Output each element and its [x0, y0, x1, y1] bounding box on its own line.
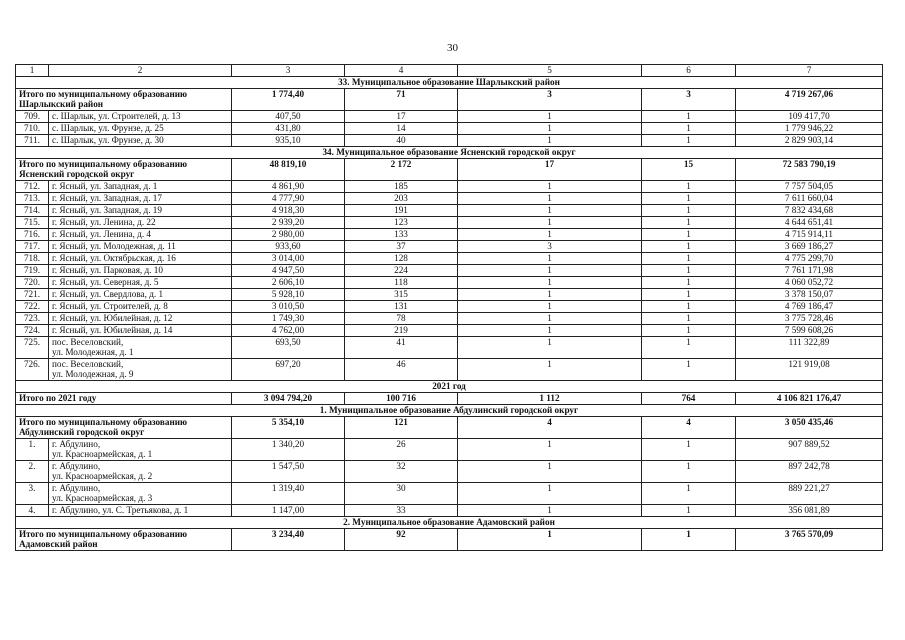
address-line: ул. Молодежная, д. 9	[52, 369, 134, 379]
address-cell	[49, 461, 232, 483]
column-number: 4	[345, 65, 458, 77]
amount-cell: 889 221,27	[736, 483, 883, 505]
area-cell: 1 319,40	[232, 483, 345, 505]
table-row	[16, 505, 883, 517]
total-count: 764	[642, 393, 736, 405]
area-cell: 5 928,10	[232, 289, 345, 301]
buildings-cell: 1	[458, 359, 642, 381]
column-number: 3	[232, 65, 345, 77]
address-line: г. Ясный, ул. Ленина, д. 4	[52, 229, 152, 239]
table-row	[16, 313, 883, 325]
amount-cell: 3 669 186,27	[736, 241, 883, 253]
address-cell	[49, 135, 232, 147]
buildings-cell: 1	[458, 325, 642, 337]
row-number: 1.	[16, 439, 49, 461]
table-row	[16, 193, 883, 205]
address-line: с. Шарлык, ул. Строителей, д. 13	[52, 111, 181, 121]
address-line: г. Ясный, ул. Юбилейная, д. 14	[52, 325, 173, 335]
column-number: 7	[736, 65, 883, 77]
count-cell: 1	[642, 461, 736, 483]
total-row	[16, 159, 883, 181]
row-number: 710.	[16, 123, 49, 135]
total-area: 3 094 794,20	[232, 393, 345, 405]
count-cell: 1	[642, 289, 736, 301]
table-row	[16, 181, 883, 193]
total-count: 3	[642, 89, 736, 111]
address-line: г. Ясный, ул. Октябрьская, д. 16	[52, 253, 176, 263]
section-title: 2021 год	[16, 381, 883, 393]
address-line: ул. Красноармейская, д. 2	[52, 471, 153, 481]
residents-cell: 37	[345, 241, 458, 253]
total-area: 48 819,10	[232, 159, 345, 181]
area-cell: 2 980,00	[232, 229, 345, 241]
address-line: пос. Веселовский,	[52, 337, 124, 347]
total-residents: 100 716	[345, 393, 458, 405]
address-cell	[49, 359, 232, 381]
amount-cell: 4 715 914,11	[736, 229, 883, 241]
address-cell	[49, 483, 232, 505]
buildings-cell: 1	[458, 301, 642, 313]
address-line: г. Ясный, ул. Северная, д. 5	[52, 277, 159, 287]
amount-cell: 7 757 504,05	[736, 181, 883, 193]
amount-cell: 907 889,52	[736, 439, 883, 461]
area-cell: 1 147,00	[232, 505, 345, 517]
count-cell: 1	[642, 439, 736, 461]
address-cell	[49, 505, 232, 517]
residents-cell: 219	[345, 325, 458, 337]
row-number: 2.	[16, 461, 49, 483]
address-line: ул. Красноармейская, д. 1	[52, 449, 153, 459]
table-row	[16, 217, 883, 229]
table-row	[16, 205, 883, 217]
area-cell: 1 547,50	[232, 461, 345, 483]
register-table-body	[16, 65, 883, 551]
total-label: Итого по муниципальному образованию Адамовский район	[16, 529, 232, 551]
total-amount: 72 583 790,19	[736, 159, 883, 181]
row-number: 723.	[16, 313, 49, 325]
address-line: ул. Красноармейская, д. 3	[52, 493, 153, 503]
area-cell: 697,20	[232, 359, 345, 381]
total-residents: 71	[345, 89, 458, 111]
buildings-cell: 1	[458, 135, 642, 147]
table-row	[16, 253, 883, 265]
total-amount: 4 719 267,06	[736, 89, 883, 111]
amount-cell: 7 611 660,04	[736, 193, 883, 205]
column-number-row	[16, 65, 883, 77]
table-row	[16, 123, 883, 135]
address-cell	[49, 265, 232, 277]
address-cell	[49, 301, 232, 313]
buildings-cell: 1	[458, 217, 642, 229]
area-cell: 2 606,10	[232, 277, 345, 289]
residents-cell: 224	[345, 265, 458, 277]
amount-cell: 7 832 434,68	[736, 205, 883, 217]
buildings-cell: 1	[458, 181, 642, 193]
section-header-row	[16, 381, 883, 393]
residents-cell: 32	[345, 461, 458, 483]
residents-cell: 14	[345, 123, 458, 135]
residents-cell: 40	[345, 135, 458, 147]
address-line: ул. Молодежная, д. 1	[52, 347, 134, 357]
count-cell: 1	[642, 483, 736, 505]
section-header-row	[16, 77, 883, 89]
row-number: 718.	[16, 253, 49, 265]
row-number: 726.	[16, 359, 49, 381]
count-cell: 1	[642, 325, 736, 337]
table-row	[16, 337, 883, 359]
table-row	[16, 229, 883, 241]
address-cell	[49, 111, 232, 123]
amount-cell: 7 599 608,26	[736, 325, 883, 337]
address-cell	[49, 181, 232, 193]
address-line: г. Ясный, ул. Ленина, д. 22	[52, 217, 156, 227]
area-cell: 933,60	[232, 241, 345, 253]
area-cell: 407,50	[232, 111, 345, 123]
total-area: 5 354,10	[232, 417, 345, 439]
residents-cell: 17	[345, 111, 458, 123]
count-cell: 1	[642, 193, 736, 205]
buildings-cell: 1	[458, 439, 642, 461]
amount-cell: 121 919,08	[736, 359, 883, 381]
residents-cell: 315	[345, 289, 458, 301]
area-cell: 4 947,50	[232, 265, 345, 277]
table-row	[16, 135, 883, 147]
address-line: г. Абдулино, ул. С. Третьякова, д. 1	[52, 505, 189, 515]
count-cell: 1	[642, 313, 736, 325]
address-cell	[49, 123, 232, 135]
count-cell: 1	[642, 253, 736, 265]
amount-cell: 2 829 903,14	[736, 135, 883, 147]
amount-cell: 1 779 946,22	[736, 123, 883, 135]
row-number: 725.	[16, 337, 49, 359]
total-buildings: 4	[458, 417, 642, 439]
count-cell: 1	[642, 111, 736, 123]
row-number: 713.	[16, 193, 49, 205]
buildings-cell: 1	[458, 461, 642, 483]
table-row	[16, 461, 883, 483]
count-cell: 1	[642, 181, 736, 193]
amount-cell: 897 242,78	[736, 461, 883, 483]
section-title: 1. Муниципальное образование Абдулинский городской округ	[16, 405, 883, 417]
buildings-cell: 1	[458, 505, 642, 517]
section-header-row	[16, 405, 883, 417]
address-line: г. Абдулино,	[52, 483, 101, 493]
buildings-cell: 1	[458, 111, 642, 123]
section-title: 34. Муниципальное образование Ясненский городской округ	[16, 147, 883, 159]
total-buildings: 1	[458, 529, 642, 551]
buildings-cell: 1	[458, 313, 642, 325]
total-amount: 3 050 435,46	[736, 417, 883, 439]
residents-cell: 131	[345, 301, 458, 313]
table-row	[16, 265, 883, 277]
area-cell: 935,10	[232, 135, 345, 147]
total-buildings: 17	[458, 159, 642, 181]
total-residents: 2 172	[345, 159, 458, 181]
amount-cell: 4 644 651,41	[736, 217, 883, 229]
address-cell	[49, 337, 232, 359]
count-cell: 1	[642, 205, 736, 217]
section-title: 33. Муниципальное образование Шарлыкский район	[16, 77, 883, 89]
address-line: г. Абдулино,	[52, 439, 101, 449]
address-line: г. Ясный, ул. Молодежная, д. 11	[52, 241, 176, 251]
total-area: 3 234,40	[232, 529, 345, 551]
residents-cell: 26	[345, 439, 458, 461]
total-count: 15	[642, 159, 736, 181]
total-row	[16, 529, 883, 551]
total-count: 4	[642, 417, 736, 439]
table-row	[16, 439, 883, 461]
total-buildings: 1 112	[458, 393, 642, 405]
total-label: Итого по муниципальному образованию Ясненский городской округ	[16, 159, 232, 181]
table-row	[16, 289, 883, 301]
residents-cell: 46	[345, 359, 458, 381]
residents-cell: 185	[345, 181, 458, 193]
count-cell: 1	[642, 241, 736, 253]
area-cell: 3 010,50	[232, 301, 345, 313]
residents-cell: 128	[345, 253, 458, 265]
buildings-cell: 3	[458, 241, 642, 253]
count-cell: 1	[642, 123, 736, 135]
row-number: 711.	[16, 135, 49, 147]
residents-cell: 191	[345, 205, 458, 217]
address-line: с. Шарлык, ул. Фрунзе, д. 30	[52, 135, 164, 145]
table-row	[16, 325, 883, 337]
address-line: г. Ясный, ул. Западная, д. 17	[52, 193, 162, 203]
total-row	[16, 417, 883, 439]
address-cell	[49, 439, 232, 461]
buildings-cell: 1	[458, 253, 642, 265]
section-title: 2. Муниципальное образование Адамовский район	[16, 517, 883, 529]
address-cell	[49, 217, 232, 229]
address-line: г. Абдулино,	[52, 461, 101, 471]
address-line: г. Ясный, ул. Свердлова, д. 1	[52, 289, 164, 299]
total-row	[16, 89, 883, 111]
table-row	[16, 277, 883, 289]
buildings-cell: 1	[458, 277, 642, 289]
address-cell	[49, 253, 232, 265]
area-cell: 1 749,30	[232, 313, 345, 325]
address-cell	[49, 289, 232, 301]
row-number: 714.	[16, 205, 49, 217]
count-cell: 1	[642, 337, 736, 359]
area-cell: 4 762,00	[232, 325, 345, 337]
total-area: 1 774,40	[232, 89, 345, 111]
address-cell	[49, 229, 232, 241]
row-number: 722.	[16, 301, 49, 313]
total-buildings: 3	[458, 89, 642, 111]
buildings-cell: 1	[458, 193, 642, 205]
amount-cell: 4 775 299,70	[736, 253, 883, 265]
buildings-cell: 1	[458, 289, 642, 301]
column-number: 6	[642, 65, 736, 77]
area-cell: 4 861,90	[232, 181, 345, 193]
row-number: 712.	[16, 181, 49, 193]
address-cell	[49, 313, 232, 325]
address-cell	[49, 325, 232, 337]
area-cell: 3 014,00	[232, 253, 345, 265]
area-cell: 431,80	[232, 123, 345, 135]
amount-cell: 356 081,89	[736, 505, 883, 517]
residents-cell: 203	[345, 193, 458, 205]
page-number: 30	[447, 42, 458, 54]
address-cell	[49, 193, 232, 205]
total-residents: 92	[345, 529, 458, 551]
area-cell: 693,50	[232, 337, 345, 359]
row-number: 721.	[16, 289, 49, 301]
count-cell: 1	[642, 505, 736, 517]
address-cell	[49, 241, 232, 253]
row-number: 715.	[16, 217, 49, 229]
area-cell: 4 918,30	[232, 205, 345, 217]
count-cell: 1	[642, 265, 736, 277]
section-header-row	[16, 147, 883, 159]
residents-cell: 41	[345, 337, 458, 359]
table-row	[16, 301, 883, 313]
address-line: пос. Веселовский,	[52, 359, 124, 369]
total-label: Итого по 2021 году	[16, 393, 232, 405]
row-number: 719.	[16, 265, 49, 277]
row-number: 3.	[16, 483, 49, 505]
buildings-cell: 1	[458, 229, 642, 241]
area-cell: 1 340,20	[232, 439, 345, 461]
table-row	[16, 359, 883, 381]
table-row	[16, 241, 883, 253]
buildings-cell: 1	[458, 337, 642, 359]
amount-cell: 7 761 171,98	[736, 265, 883, 277]
buildings-cell: 1	[458, 483, 642, 505]
total-label: Итого по муниципальному образованию Шарлыкский район	[16, 89, 232, 111]
address-line: г. Ясный, ул. Строителей, д. 8	[52, 301, 168, 311]
address-cell	[49, 277, 232, 289]
count-cell: 1	[642, 359, 736, 381]
residents-cell: 123	[345, 217, 458, 229]
address-line: г. Ясный, ул. Юбилейная, д. 12	[52, 313, 173, 323]
amount-cell: 111 322,89	[736, 337, 883, 359]
register-table	[15, 64, 883, 551]
address-line: г. Ясный, ул. Западная, д. 1	[52, 181, 158, 191]
buildings-cell: 1	[458, 265, 642, 277]
column-number: 2	[49, 65, 232, 77]
address-cell	[49, 205, 232, 217]
area-cell: 2 939,20	[232, 217, 345, 229]
total-row	[16, 393, 883, 405]
area-cell: 4 777,90	[232, 193, 345, 205]
row-number: 717.	[16, 241, 49, 253]
address-line: г. Ясный, ул. Западная, д. 19	[52, 205, 162, 215]
row-number: 720.	[16, 277, 49, 289]
address-line: г. Ясный, ул. Парковая, д. 10	[52, 265, 163, 275]
total-label: Итого по муниципальному образованию Абдулинский городской округ	[16, 417, 232, 439]
row-number: 724.	[16, 325, 49, 337]
row-number: 716.	[16, 229, 49, 241]
count-cell: 1	[642, 229, 736, 241]
amount-cell: 3 378 150,07	[736, 289, 883, 301]
residents-cell: 118	[345, 277, 458, 289]
amount-cell: 4 769 186,47	[736, 301, 883, 313]
amount-cell: 109 417,70	[736, 111, 883, 123]
total-amount: 4 106 821 176,47	[736, 393, 883, 405]
buildings-cell: 1	[458, 123, 642, 135]
residents-cell: 33	[345, 505, 458, 517]
residents-cell: 30	[345, 483, 458, 505]
row-number: 4.	[16, 505, 49, 517]
amount-cell: 4 060 052,72	[736, 277, 883, 289]
residents-cell: 133	[345, 229, 458, 241]
residents-cell: 78	[345, 313, 458, 325]
count-cell: 1	[642, 277, 736, 289]
count-cell: 1	[642, 135, 736, 147]
total-residents: 121	[345, 417, 458, 439]
section-header-row	[16, 517, 883, 529]
row-number: 709.	[16, 111, 49, 123]
table-row	[16, 111, 883, 123]
column-number: 5	[458, 65, 642, 77]
column-number: 1	[16, 65, 49, 77]
total-count: 1	[642, 529, 736, 551]
total-amount: 3 765 570,09	[736, 529, 883, 551]
table-row	[16, 483, 883, 505]
count-cell: 1	[642, 301, 736, 313]
amount-cell: 3 775 728,46	[736, 313, 883, 325]
buildings-cell: 1	[458, 205, 642, 217]
count-cell: 1	[642, 217, 736, 229]
address-line: с. Шарлык, ул. Фрунзе, д. 25	[52, 123, 164, 133]
